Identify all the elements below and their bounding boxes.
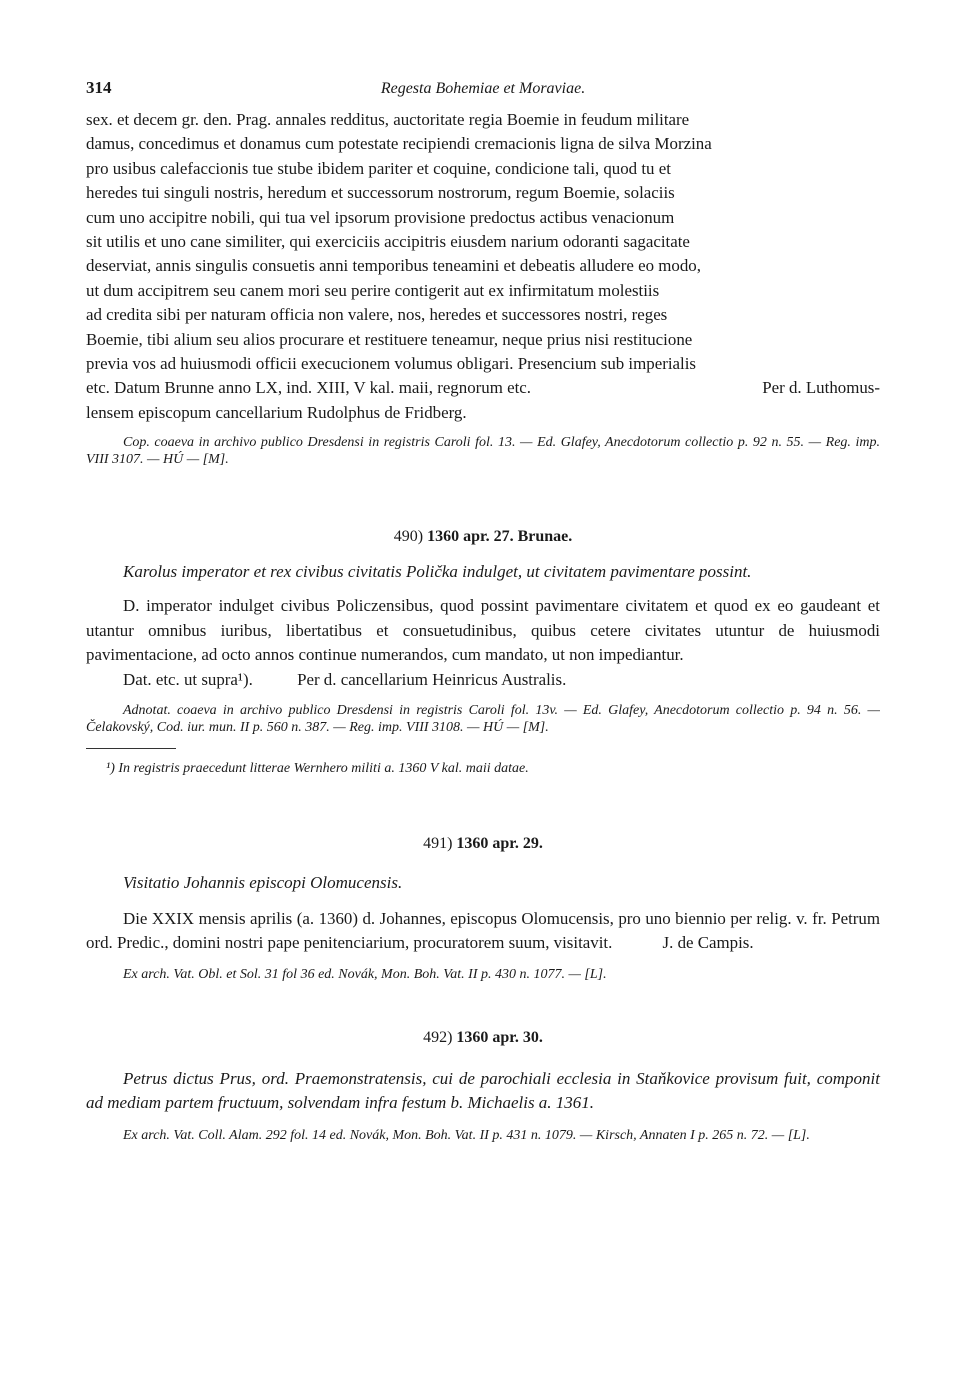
source-note: Adnotat. coaeva in archivo publico Dresdensi in registris Caroli fol. 13v. — Ed. Glafey, Anecdotorum collectio p. 94 n. 56. — Čelakovský, Cod. iur. mun. II p. 560 n. 387. — Reg. imp. VIII 3108. — HÚ — [M]. bbox=[86, 702, 880, 735]
entry-text-body: Die XXIX mensis aprilis (a. 1360) d. Johannes, episcopus Olomucensis, pro uno biennio per relig. v. fr. Petrum ord. Predic., domini nostri pape penitenciarium, procuratorem suum, visitavit. bbox=[86, 908, 880, 953]
entry-date: 1360 apr. 29. bbox=[456, 834, 543, 852]
entry-regest: Petrus dictus Prus, ord. Praemonstratensis, cui de parochiali ecclesia in Staňkovice provisum fuit, componit ad mediam partem fructuum, solvendam infra festum b. Michaelis a. 1361. bbox=[86, 1068, 880, 1112]
entry-heading bbox=[86, 528, 880, 546]
charter-line: ad credita sibi per naturam officia non valere, nos, heredes et successores nostri, reges bbox=[86, 305, 668, 325]
charter-line: cum uno accipitre nobili, qui tua vel ipsorum provisione predoctus actibus venacionum bbox=[86, 207, 675, 227]
entry-number: 491) bbox=[423, 834, 453, 852]
charter-line: heredes tui singuli nostris, heredum et successorum nostrorum, regum Boemie, solaciis bbox=[86, 183, 675, 203]
footnote-rule bbox=[86, 748, 176, 749]
charter-line: previa vos ad huiusmodi officii execucionem volumus obligari. Presencium sub imperialis bbox=[86, 354, 696, 374]
entry-491 bbox=[86, 835, 880, 983]
charter-line: etc. Datum Brunne anno LX, ind. XIII, V kal. maii, regnorum etc. bbox=[86, 378, 531, 398]
running-title: Regesta Bohemiae et Moraviae. bbox=[380, 80, 586, 97]
entry-490 bbox=[86, 528, 880, 777]
chancery-signature: Per d. Luthomus- bbox=[762, 378, 880, 398]
document-page bbox=[86, 78, 880, 1144]
entry-number: 492) bbox=[423, 1028, 453, 1046]
charter-line: ut dum accipitrem seu canem mori seu perire contigerit aut ex infirmitatum molestiis bbox=[86, 280, 660, 300]
charter-line: damus, concedimus et donamus cum potestate recipiendi cremacionis ligna de silva Morzina bbox=[86, 134, 712, 154]
entry-heading bbox=[86, 835, 880, 853]
entry-date: 1360 apr. 30. bbox=[456, 1028, 543, 1046]
charter-line: pro usibus calefaccionis tue stube ibidem pariter et coquine, condicione tali, quod tu et bbox=[86, 158, 671, 178]
entry-heading bbox=[86, 1029, 880, 1047]
footnote: ¹) In registris praecedunt litterae Wernhero militi a. 1360 V kal. maii datae. bbox=[106, 760, 529, 776]
source-note: Ex arch. Vat. Coll. Alam. 292 fol. 14 ed. Novák, Mon. Boh. Vat. II p. 431 n. 1079. — Kirsch, Annaten I p. 265 n. 72. — [L]. bbox=[123, 1127, 810, 1143]
entry-text: D. imperator indulget civibus Policzensibus, quod possint pavimentare civitatem et quod ex eo gaudeant et utantur omnibus iuribus, libertatibus et consuetudinibus, quibus cetere civitates utuntur de huiusmodi pavimentacione, ad octo annos continue numerandos, cum mandato, ut non impediantur. bbox=[86, 596, 880, 665]
charter-line: Boemie, tibi alium seu alios procurare et restituere teneamur, neque prius nisi restitucione bbox=[86, 329, 693, 349]
entry-text bbox=[86, 907, 880, 956]
continued-charter bbox=[86, 108, 880, 468]
chancery-signature: J. de Campis. bbox=[662, 933, 754, 953]
charter-line: sit utilis et uno cane similiter, qui exerciciis accipitris eiusdem narium odoranti sagacitate bbox=[86, 232, 690, 252]
charter-line: lensem episcopum cancellarium Rudolphus de Fridberg. bbox=[86, 402, 467, 422]
entry-492 bbox=[86, 1029, 880, 1144]
dating-line bbox=[86, 668, 880, 692]
charter-line: sex. et decem gr. den. Prag. annales redditus, auctoritate regia Boemie in feudum militare bbox=[86, 110, 690, 129]
source-note: Ex arch. Vat. Obl. et Sol. 31 fol 36 ed. Novák, Mon. Boh. Vat. II p. 430 n. 1077. — [L]. bbox=[123, 966, 607, 982]
chancery-signature: Per d. cancellarium Heinricus Australis. bbox=[297, 669, 567, 689]
page-number: 314 bbox=[86, 78, 112, 97]
entry-date: 1360 apr. 27. Brunae. bbox=[427, 528, 573, 546]
entry-regest: Karolus imperator et rex civibus civitatis Polička indulget, ut civitatem pavimentare possint. bbox=[123, 562, 752, 582]
entry-regest: Visitatio Johannis episcopi Olomucensis. bbox=[123, 872, 403, 892]
charter-line-with-signature bbox=[86, 376, 880, 400]
charter-line: deserviat, annis singulis consuetis anni temporibus teneamini et debeatis alludere eo modo, bbox=[86, 256, 701, 276]
source-note: Cop. coaeva in archivo publico Dresdensi in registris Caroli fol. 13. — Ed. Glafey, Anecdotorum collectio p. 92 n. 55. — Reg. imp. VIII 3107. — HÚ — [M]. bbox=[86, 435, 880, 468]
dating-clause: Dat. etc. ut supra¹). bbox=[123, 669, 253, 689]
running-head bbox=[86, 78, 880, 106]
entry-number: 490) bbox=[393, 528, 424, 546]
